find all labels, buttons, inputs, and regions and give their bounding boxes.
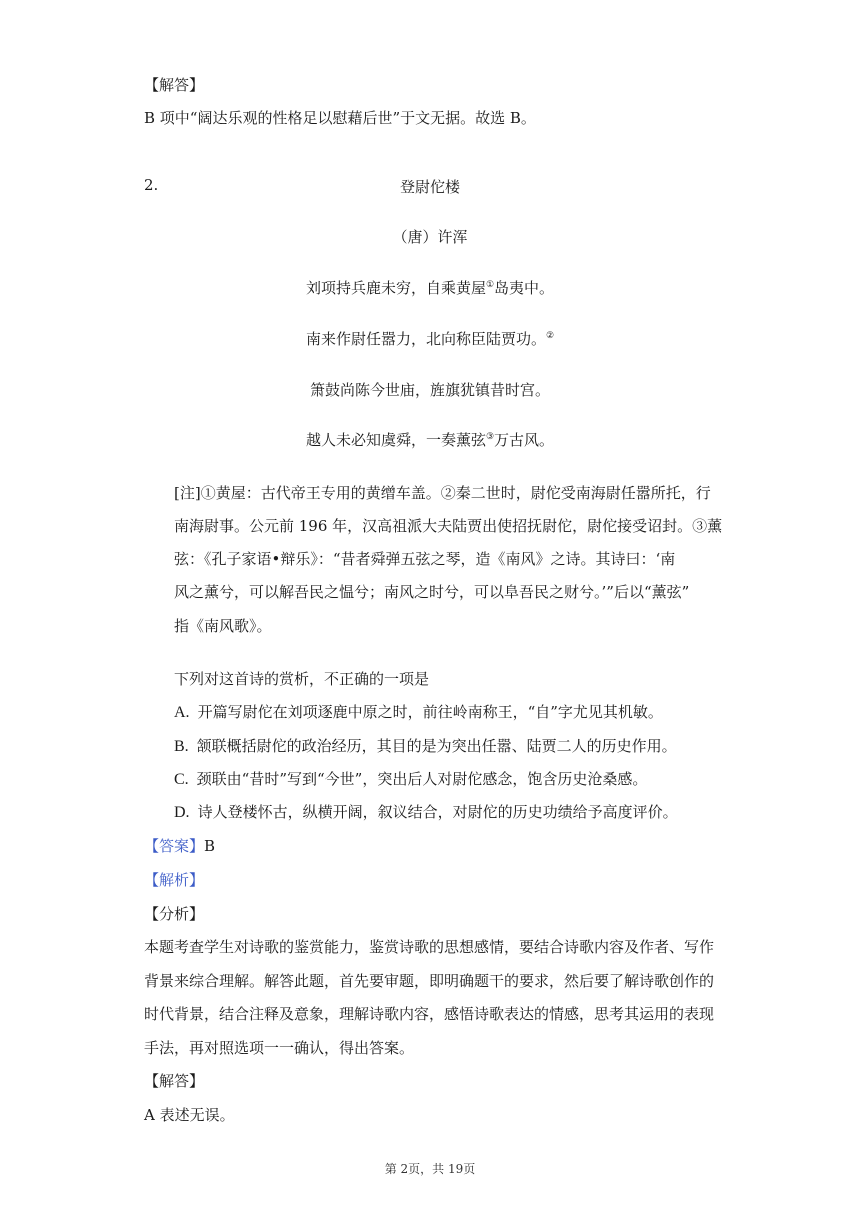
option-c (174, 768, 647, 789)
option-text: 颈联由“昔时”写到“今世”，突出后人对尉佗感念，饱含历史沧桑感。 (196, 770, 648, 788)
poem-line-text: 越人未必知虞舜，一奏薰弦 (305, 431, 486, 449)
fenxi-line: 本题考查学生对诗歌的鉴赏能力，鉴赏诗歌的思想感情，要结合诗歌内容及作者、写作 (144, 938, 715, 956)
option-letter: A. (174, 704, 190, 721)
notes-line: 南海尉事。公元前 196 年，汉高祖派大夫陆贾出使招抚尉佗，尉佗接受诏封。③薰 (174, 517, 723, 535)
option-d (174, 801, 678, 822)
poem-line (0, 379, 860, 400)
answer-line (144, 835, 215, 856)
notes-line: [注]①黄屋：古代帝王专用的黄缯车盖。②秦二世时，尉佗受南海尉任嚣所托，行 (174, 484, 711, 502)
option-letter: D. (174, 804, 190, 821)
poem-line (0, 429, 860, 450)
option-a (174, 701, 663, 722)
poem-note-marker: ③ (485, 432, 495, 442)
page-footer: 第 2页，共 19页 (384, 1162, 476, 1176)
poem-note-marker: ① (485, 280, 495, 290)
analysis-label: 【解析】 (144, 871, 205, 889)
option-text: 开篇写尉佗在刘项逐鹿中原之时，前往岭南称王，“自”字尤见其机敏。 (197, 703, 663, 721)
option-b (174, 735, 677, 756)
poem-note-marker: ② (545, 331, 555, 341)
poem-line (0, 328, 860, 349)
option-letter: C. (174, 771, 189, 788)
fenxi-line: 手法，再对照选项一一确认，得出答案。 (144, 1039, 415, 1057)
poem-line-text: 箫鼓尚陈今世庙，旌旗犹镇昔时宫。 (309, 381, 550, 399)
prev-jieda-text: B 项中“阔达乐观的性格足以慰藉后世”于文无据。故选 B。 (144, 109, 536, 127)
option-text: 诗人登楼怀古，纵横开阔，叙议结合，对尉佗的历史功绩给予高度评价。 (197, 803, 678, 821)
jieda-heading: 【解答】 (144, 1072, 205, 1090)
poem-line-text: 万古风。 (494, 431, 555, 449)
poem-title: 登尉佗楼 (399, 178, 460, 196)
option-text: 颔联概括尉佗的政治经历，其目的是为突出任嚣、陆贾二人的历史作用。 (196, 737, 677, 755)
fenxi-line: 时代背景，结合注释及意象，理解诗歌内容，感悟诗歌表达的情感，思考其运用的表现 (144, 1005, 715, 1023)
poem-line-text: 刘项持兵鹿未穷，自乘黄屋 (305, 279, 486, 297)
answer-label: 【答案】 (144, 837, 205, 855)
poem-line-text: 岛夷中。 (494, 279, 555, 297)
option-letter: B. (174, 738, 189, 755)
notes-line: 指《南风歌》。 (174, 617, 272, 635)
poem-line (0, 277, 860, 298)
jieda-text: A 表述无误。 (144, 1106, 235, 1124)
question-number: 2. (144, 176, 159, 194)
notes-line: 弦：《孔子家语•辩乐》：“昔者舜弹五弦之琴，造《南风》之诗。其诗曰：‘南 (174, 550, 676, 568)
prev-jieda-heading: 【解答】 (144, 76, 205, 94)
poem-line-text: 南来作尉任嚣力，北向称臣陆贾功。 (305, 330, 546, 348)
notes-line: 风之薰兮，可以解吾民之愠兮；南风之时兮，可以阜吾民之财兮。’”后以“薰弦” (174, 583, 690, 601)
question-stem: 下列对这首诗的赏析，不正确的一项是 (174, 670, 430, 688)
answer-value: B (204, 837, 216, 855)
fenxi-heading: 【分析】 (144, 905, 205, 923)
poem-author: （唐）许浑 (392, 228, 468, 246)
fenxi-line: 背景来综合理解。解答此题，首先要审题，即明确题干的要求，然后要了解诗歌创作的 (144, 972, 715, 990)
